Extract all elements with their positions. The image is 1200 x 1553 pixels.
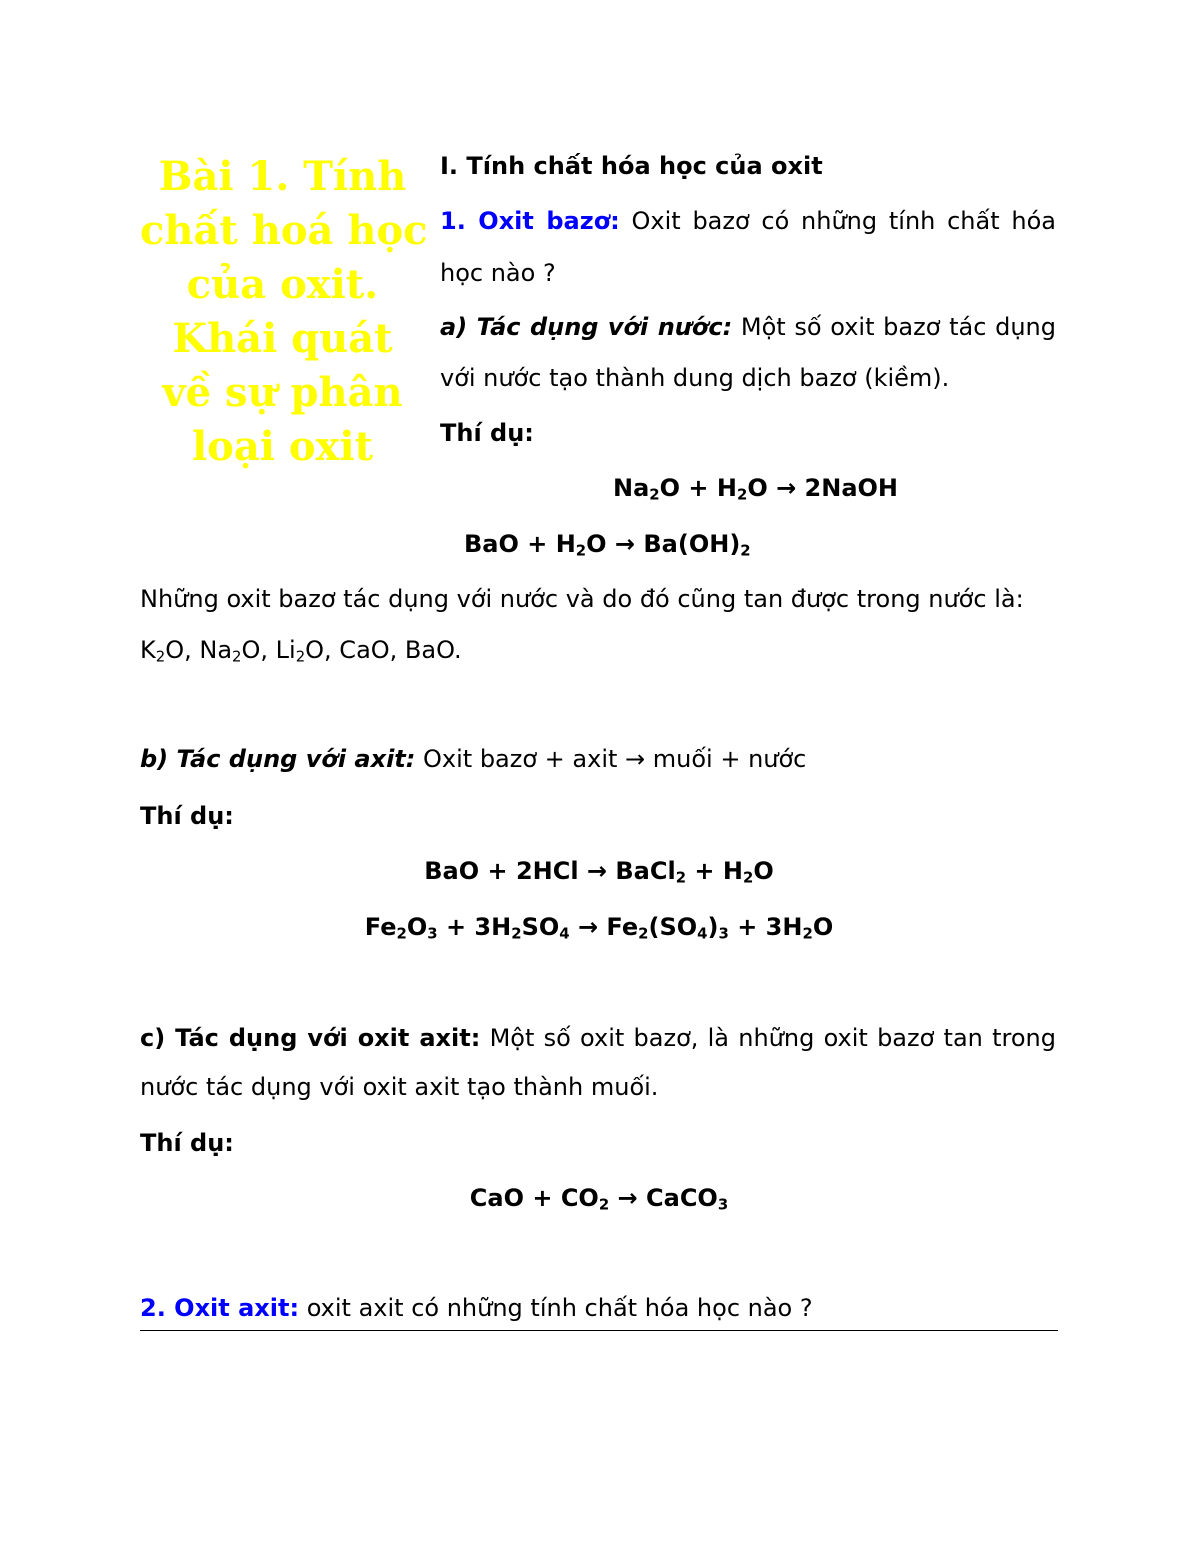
eq-sub: 2 — [598, 1195, 610, 1214]
text-sub: 2 — [232, 647, 242, 666]
text-part: O, CaO, BaO. — [305, 636, 462, 664]
eq-sub: 4 — [559, 924, 570, 943]
eq-part: O → 2NaOH — [747, 474, 899, 502]
eq-part: → CaCO — [609, 1184, 718, 1212]
oxit-axit-text: oxit axit có những tính chất hóa học nào ? — [299, 1294, 813, 1322]
soluble-oxides-text: Những oxit bazơ tác dụng với nước và do đó cũng tan được trong nước là: — [140, 585, 1024, 613]
title-line: chất hoá học — [140, 207, 428, 254]
oxit-bazo-text-cont: học nào ? — [440, 259, 556, 287]
eq-part: CaO + CO — [469, 1184, 599, 1212]
text-part: K — [140, 636, 156, 664]
eq-part: Na — [613, 474, 650, 502]
eq-sub: 2 — [740, 541, 751, 560]
example-label: Thí dụ: — [440, 419, 534, 447]
equation-bao-hcl — [140, 855, 1058, 887]
section-a-text-cont: với nước tạo thành dung dịch bazơ (kiềm). — [440, 364, 950, 392]
text-sub: 2 — [295, 647, 306, 666]
eq-part: O — [753, 857, 774, 885]
section-a-paragraph — [440, 311, 1056, 343]
title-line: về sự phân — [162, 369, 403, 416]
eq-part: → Fe — [569, 913, 639, 941]
eq-sub: 2 — [736, 485, 748, 504]
eq-sub: 2 — [742, 868, 754, 887]
eq-part: + 3H — [437, 913, 512, 941]
eq-part: + 3H — [728, 913, 803, 941]
eq-part: SO — [521, 913, 560, 941]
section-c-label: c) Tác dụng với oxit axit: — [140, 1024, 481, 1052]
eq-part: (SO — [648, 913, 698, 941]
oxit-bazo-paragraph — [440, 205, 1056, 237]
eq-part: O → Ba(OH) — [586, 530, 741, 558]
equation-bao-water — [464, 528, 751, 560]
section-c-paragraph — [140, 1022, 1056, 1054]
eq-sub: 3 — [717, 1195, 729, 1214]
section-a-text: Một số oxit bazơ tác dụng — [732, 313, 1057, 341]
text-sub: 2 — [155, 647, 166, 666]
eq-part: BaO + H — [464, 530, 576, 558]
text-part: O, Na — [165, 636, 233, 664]
text-part: O, Li — [241, 636, 296, 664]
title-line: Khái quát — [172, 315, 393, 362]
eq-sub: 2 — [396, 924, 407, 943]
section-b-label: b) Tác dụng với axit: — [140, 745, 416, 773]
lesson-title — [140, 150, 428, 474]
section-heading: I. Tính chất hóa học của oxit — [440, 152, 823, 180]
example-label: Thí dụ: — [140, 1129, 234, 1157]
eq-part: Fe — [364, 913, 397, 941]
eq-part: O — [406, 913, 428, 941]
section-c-text: Một số oxit bazơ, là những oxit bazơ tan trong — [480, 1024, 1056, 1052]
eq-sub: 3 — [427, 924, 438, 943]
eq-sub: 2 — [575, 541, 587, 560]
section-a-label: a) Tác dụng với nước: — [440, 313, 733, 341]
title-line: loại oxit — [191, 423, 374, 470]
eq-sub: 2 — [675, 868, 687, 887]
example-label: Thí dụ: — [140, 802, 234, 830]
eq-sub: 3 — [718, 924, 729, 943]
equation-fe2o3-h2so4 — [140, 911, 1058, 943]
oxit-axit-paragraph — [140, 1292, 813, 1324]
title-line: Bài 1. Tính — [158, 153, 407, 200]
eq-sub: 2 — [638, 924, 649, 943]
equation-na2o — [440, 472, 1200, 504]
soluble-oxides-list — [140, 634, 462, 666]
eq-sub: 2 — [649, 485, 660, 504]
equation-cao-co2 — [140, 1182, 1058, 1214]
eq-part: BaO + 2HCl → BaCl — [424, 857, 676, 885]
eq-sub: 2 — [802, 924, 813, 943]
title-line: của oxit. — [186, 261, 379, 308]
eq-part: O + H — [659, 474, 737, 502]
horizontal-rule — [140, 1330, 1058, 1331]
oxit-bazo-label: 1. Oxit bazơ: — [440, 207, 620, 235]
eq-part: ) — [707, 913, 719, 941]
eq-part: + H — [686, 857, 743, 885]
eq-sub: 4 — [697, 924, 708, 943]
section-b-text: Oxit bazơ + axit → muối + nước — [415, 745, 807, 773]
section-c-text-cont: nước tác dụng với oxit axit tạo thành muối. — [140, 1073, 659, 1101]
eq-part: O — [812, 913, 834, 941]
section-b-paragraph — [140, 743, 806, 775]
oxit-axit-label: 2. Oxit axit: — [140, 1294, 300, 1322]
oxit-bazo-text: Oxit bazơ có những tính chất hóa — [619, 207, 1056, 235]
eq-sub: 2 — [511, 924, 522, 943]
